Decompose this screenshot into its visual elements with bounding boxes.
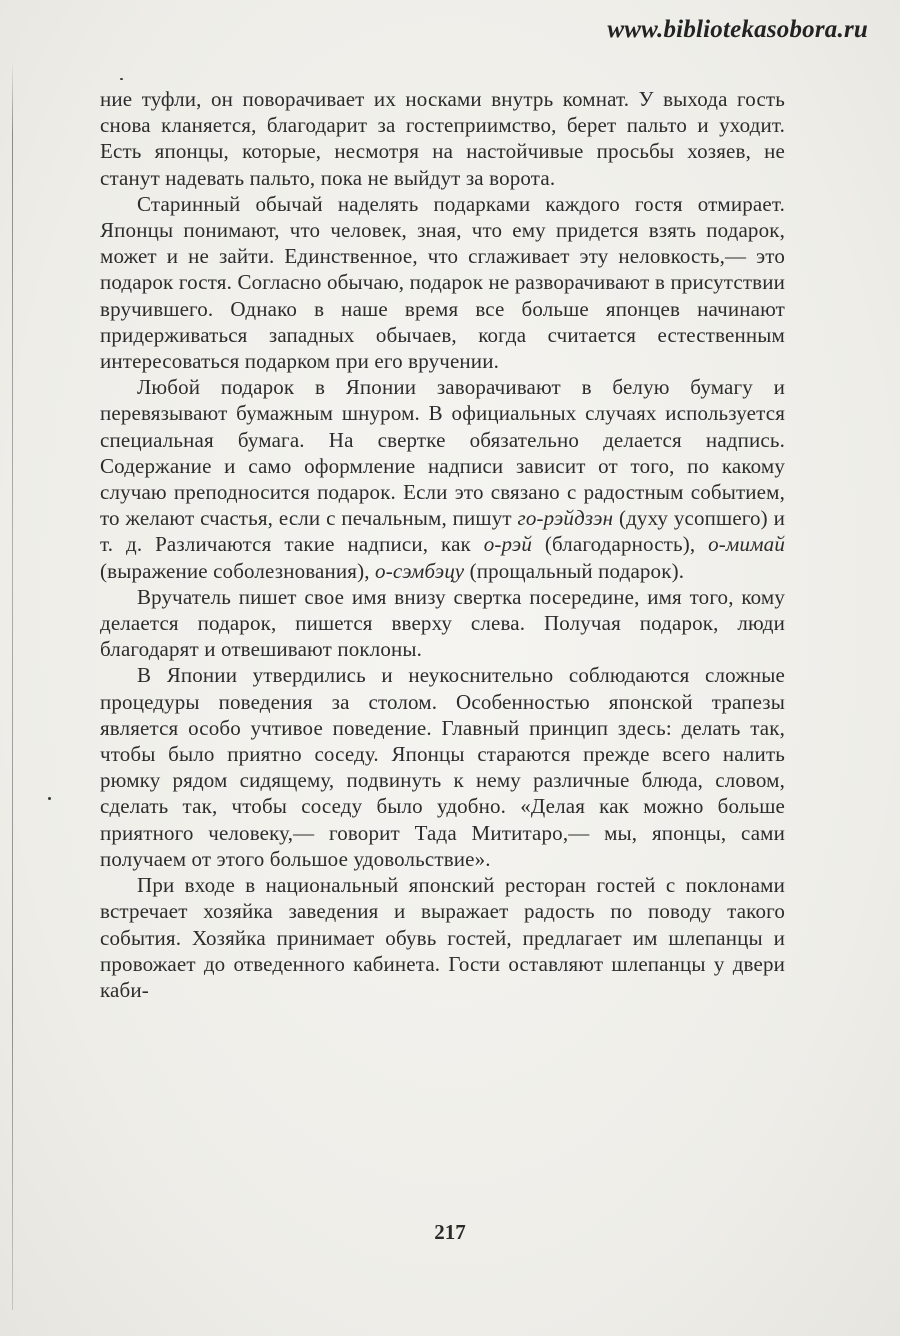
paragraph-gift-inscription: Вручатель пишет свое имя внизу свертка посередине, имя того, кому делается подарок, пишется вверху слева. Получая подарок, люди благодарят и отвешивают поклоны. [100, 584, 785, 662]
italic-term: го-рэйдзэн [517, 506, 614, 531]
paragraph-segment: (прощальный подарок). [464, 558, 685, 583]
print-speck [120, 78, 123, 80]
italic-term: о-мимай [708, 532, 785, 557]
paragraph-segment: (духу усопшего) и т. д. Различаются такие надписи, как [100, 506, 785, 557]
paragraph-segment: Любой подарок в Японии заворачивают в белую бумагу и перевязывают бумажным шнуром. В официальных случаях используется специальная бумага. На свертке обязательно делается надпись. Содержание и само оформление надписи зависит от того, по какому случаю преподносится подарок. Если это связано с радостным событием, то желают счастья, если с печальным, пишут [100, 375, 785, 531]
italic-term: о-рэй [483, 532, 532, 557]
body-text [100, 86, 785, 1003]
paragraph-table-manners: В Японии утвердились и неукоснительно соблюдаются сложные процедуры поведения за столом. Особенностью японской трапезы является особо учтивое поведение. Главный принцип здесь: делать так, чтобы было приятно соседу. Японцы стараются прежде всего налить рюмку рядом сидящему, подвинуть к нему различные блюда, словом, сделать так, чтобы соседу было удобно. «Делая как можно больше приятного человеку,— говорит Тада Мититаро,— мы, японцы, сами получаем от этого большое удовольствие». [100, 663, 785, 871]
paragraph-segment: (благодарность), [531, 532, 709, 557]
print-speck [48, 797, 51, 800]
paragraph-gift-wrapping [100, 374, 785, 584]
site-watermark: www.bibliotekasobora.ru [607, 16, 868, 43]
page-edge-shadow [12, 60, 13, 1310]
page-number: 217 [434, 1220, 466, 1244]
paragraph-restaurant: При входе в национальный японский ресторан гостей с поклонами встречает хозяйка заведения и выражает радость по поводу такого события. Хозяйка принимает обувь гостей, предлагает им шлепанцы и провожает до отведенного кабинета. Гости оставляют шлепанцы у двери каби- [100, 873, 785, 1002]
paragraph-continuation: ние туфли, он поворачивает их носками внутрь комнат. У выхода гость снова кланяется, благодарит за гостеприимство, берет пальто и уходит. Есть японцы, которые, несмотря на настойчивые просьбы хозяев, не станут надевать пальто, пока не выйдут за ворота. [100, 87, 785, 190]
paragraph-gift-custom: Старинный обычай наделять подарками каждого гостя отмирает. Японцы понимают, что человек, зная, что ему придется взять подарок, может и не зайти. Единственное, что сглаживает эту неловкость,— это подарок гостя. Согласно обычаю, подарок не разворачивают в присутствии вручившего. Однако в наше время все больше японцев начинают придерживаться западных обычаев, когда считается естественным интересоваться подарком при его вручении. [100, 191, 785, 374]
italic-term: о-сэмбэцу [375, 558, 465, 583]
paragraph-segment: (выражение соболезнования), [100, 558, 376, 583]
